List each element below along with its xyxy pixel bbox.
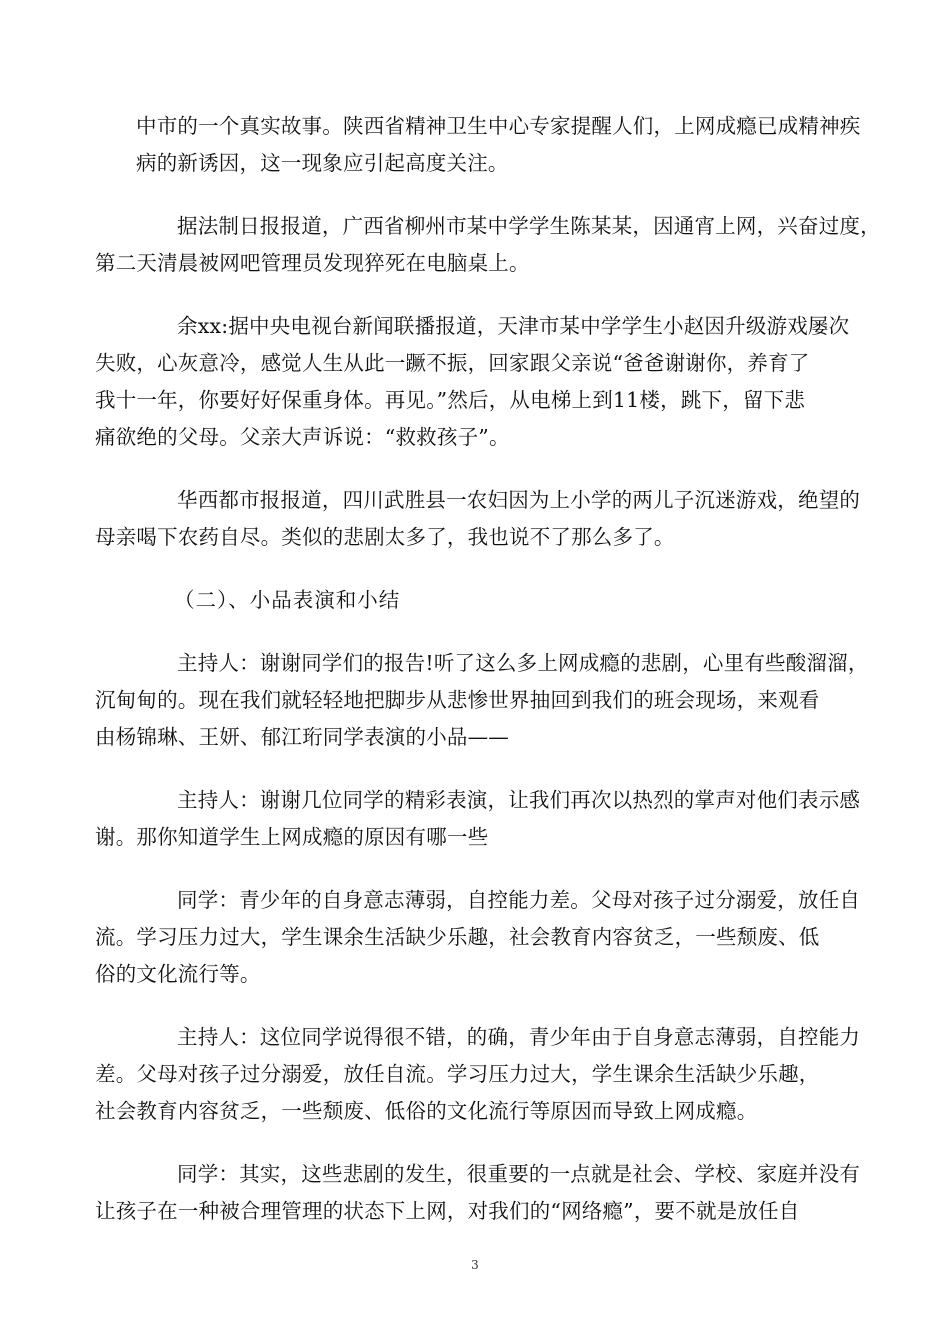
- text-line: 主持人：谢谢同学们的报告!听了这么多上网成瘾的悲剧，心里有些酸溜溜，: [177, 651, 869, 675]
- text-line: 让孩子在一种被合理管理的状态下上网，对我们的“网络瘾”，要不就是放任自: [95, 1199, 800, 1223]
- paragraph-news-liuzhou: [95, 208, 881, 282]
- text-line: 同学：青少年的自身意志薄弱，自控能力差。父母对孩子过分溺爱，放任自: [177, 888, 861, 912]
- paragraph-news-wusheng: [95, 482, 861, 556]
- paragraph-host-summary: [95, 1019, 861, 1130]
- text-line: 余xx:据中央电视台新闻联播报道，天津市某中学学生小赵因升级游戏屡次: [177, 314, 850, 338]
- paragraph-news-tianjin: [95, 308, 850, 456]
- text-line: 同学：其实，这些悲剧的发生，很重要的一点就是社会、学校、家庭并没有: [177, 1162, 861, 1186]
- text-line: 由杨锦琳、王妍、郁江珩同学表演的小品——: [95, 725, 509, 749]
- section-heading: [136, 582, 816, 619]
- heading-text: （二）、小品表演和小结: [174, 588, 401, 612]
- text-line: 中市的一个真实故事。陕西省精神卫生中心专家提醒人们，上网成瘾已成精神疾: [136, 114, 861, 138]
- page-number: 3: [471, 1258, 479, 1272]
- text-line: 主持人：谢谢几位同学的精彩表演，让我们再次以热烈的掌声对他们表示感: [177, 788, 861, 812]
- text-line: 沉甸甸的。现在我们就轻轻地把脚步从悲惨世界抽回到我们的班会现场，来观看: [95, 688, 820, 712]
- text-line: 社会教育内容贫乏，一些颓废、低俗的文化流行等原因而导致上网成瘾。: [95, 1099, 758, 1123]
- text-line: 流。学习压力过大，学生课余生活缺少乐趣，社会教育内容贫乏，一些颓废、低: [95, 925, 820, 949]
- paragraph-student-reasons: [95, 882, 861, 993]
- text-line: 第二天清晨被网吧管理员发现猝死在电脑桌上。: [95, 251, 530, 275]
- paragraph-continuation: [136, 108, 861, 182]
- text-line: 母亲喝下农药自尽。类似的悲剧太多了，我也说不了那么多了。: [95, 525, 675, 549]
- text-line: 病的新诱因，这一现象应引起高度关注。: [136, 151, 509, 175]
- text-line: 据法制日报报道，广西省柳州市某中学学生陈某某，因通宵上网，兴奋过度，: [177, 214, 881, 238]
- text-line: 我十一年，你要好好保重身体。再见。”然后，从电梯上到11楼，跳下，留下悲: [95, 388, 806, 412]
- text-line: 主持人：这位同学说得很不错，的确，青少年由于自身意志薄弱，自控能力: [177, 1025, 861, 1049]
- text-line: 失败，心灰意冷，感觉人生从此一蹶不振，回家跟父亲说“爸爸谢谢你，养育了: [95, 351, 810, 375]
- paragraph-student-society: [95, 1156, 861, 1230]
- paragraph-host-intro-skit: [95, 645, 869, 756]
- text-line: 差。父母对孩子过分溺爱，放任自流。学习压力过大，学生课余生活缺少乐趣，: [95, 1062, 820, 1086]
- text-line: 痛欲绝的父母。父亲大声诉说：“救救孩子”。: [95, 425, 510, 449]
- paragraph-host-thanks: [95, 782, 861, 856]
- text-line: 华西都市报报道，四川武胜县一农妇因为上小学的两儿子沉迷游戏，绝望的: [177, 488, 861, 512]
- text-line: 谢。那你知道学生上网成瘾的原因有哪一些: [95, 825, 489, 849]
- document-body: [95, 108, 881, 1256]
- text-line: 俗的文化流行等。: [95, 962, 261, 986]
